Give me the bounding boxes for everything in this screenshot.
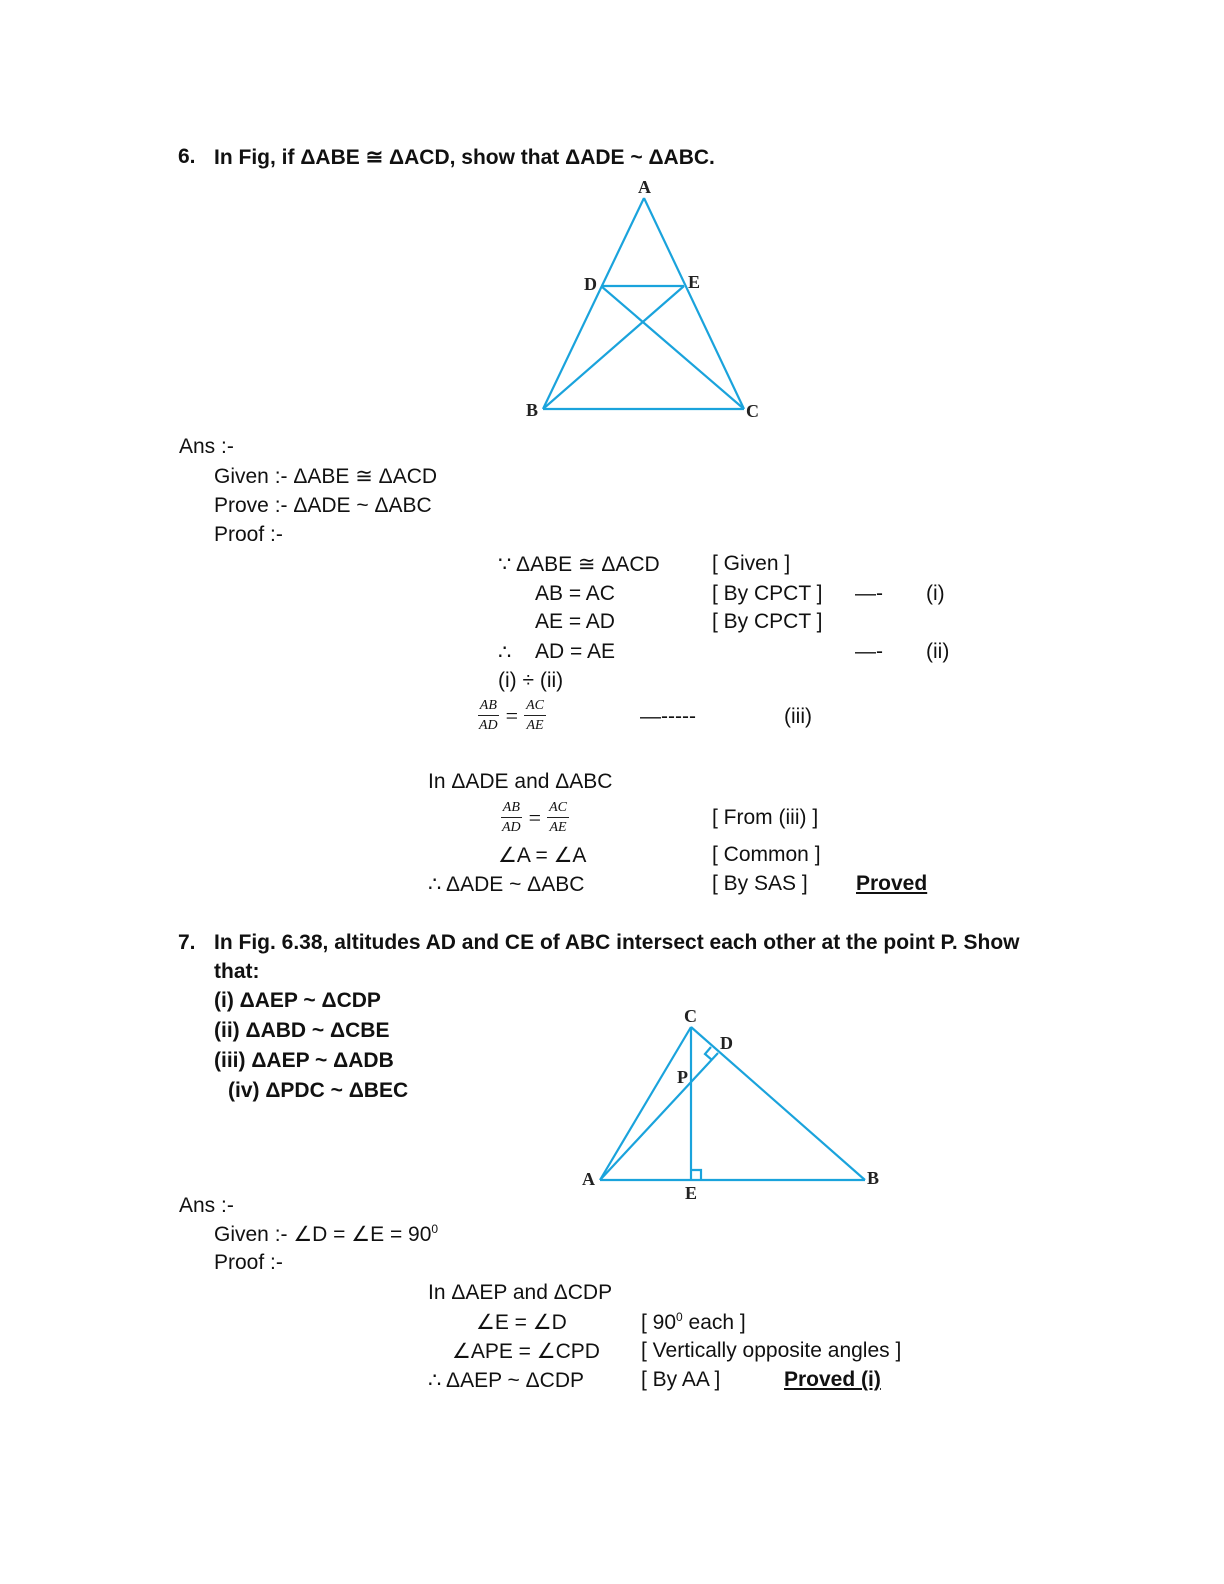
q7-step-2-reason: [ Vertically opposite angles ]: [641, 1339, 902, 1362]
numerator: AB: [478, 698, 499, 716]
q7-question-line1: In Fig. 6.38, altitudes AD and CE of ABC intersect each other at the point P. Show: [214, 931, 1020, 954]
q6-step-4-dash: —-: [855, 640, 883, 663]
denominator: AE: [549, 820, 567, 835]
reason-text: [ 90: [641, 1311, 677, 1334]
q7-proof-label: Proof :-: [214, 1251, 283, 1274]
equals-sign: =: [505, 703, 519, 728]
q6-step-1-stmt: ∵ ΔABE ≅ ΔACD: [498, 553, 660, 576]
denominator: AD: [479, 718, 498, 733]
q6-step-3-stmt: AE = AD: [535, 610, 615, 633]
fraction-ab-ad: [477, 698, 500, 734]
q6-step-2-stmt: AB = AC: [535, 582, 615, 605]
q6-in-triangles: In ΔADE and ΔABC: [428, 770, 613, 793]
q7-ans-label: Ans :-: [179, 1194, 234, 1217]
q6-prove: Prove :- ΔADE ~ ΔABC: [214, 494, 432, 517]
q6-ratio-equation: [477, 698, 546, 734]
q7-part-ii: (ii) ΔABD ~ ΔCBE: [214, 1019, 390, 1042]
q6-final-2-stmt: ∠A = ∠A: [498, 844, 587, 867]
q6-label-c: C: [746, 401, 759, 421]
q6-step-5-stmt: (i) ÷ (ii): [498, 669, 564, 692]
denominator: AD: [502, 820, 521, 835]
equals-sign: =: [528, 805, 542, 830]
q7-part-iv: (iv) ΔPDC ~ ΔBEC: [228, 1079, 409, 1102]
q7-number: 7.: [178, 931, 196, 954]
q7-given: [214, 1222, 438, 1247]
q6-final-3-reason: [ By SAS ]: [712, 872, 808, 895]
q7-label-b: B: [867, 1168, 880, 1188]
q7-step-2-stmt: ∠APE = ∠CPD: [452, 1340, 600, 1363]
q6-ans-label: Ans :-: [179, 435, 234, 458]
q6-ratio-equation-2: [500, 800, 569, 836]
q6-final-2-reason: [ Common ]: [712, 843, 821, 866]
q6-question: In Fig, if ΔABE ≅ ΔACD, show that ΔADE ~ ΔABC.: [214, 146, 715, 169]
q6-final-1-reason: [ From (iii) ]: [712, 806, 819, 829]
q6-label-e: E: [688, 272, 701, 292]
degree-superscript: 0: [431, 1222, 439, 1236]
numerator: AC: [547, 800, 569, 818]
q7-label-d: D: [720, 1033, 733, 1053]
q6-label-b: B: [526, 400, 539, 420]
q7-step-1-stmt: ∠E = ∠D: [476, 1311, 567, 1334]
numerator: AC: [524, 698, 546, 716]
q6-step-4-prefix: ∴: [498, 641, 512, 664]
q7-label-e: E: [685, 1183, 698, 1203]
q7-label-a: A: [582, 1169, 595, 1189]
q7-part-iii: (iii) ΔAEP ~ ΔADB: [214, 1049, 394, 1072]
degree-superscript: 0: [676, 1310, 683, 1324]
q6-step-2-reason: [ By CPCT ]: [712, 582, 823, 605]
q6-step-3-reason: [ By CPCT ]: [712, 610, 823, 633]
numerator: AB: [501, 800, 522, 818]
q6-step-1-reason: [ Given ]: [712, 552, 791, 575]
q6-step-2-dash: —-: [855, 582, 883, 605]
q6-ratio-dash: —-----: [640, 705, 696, 728]
q6-step-2-ref: (i): [926, 582, 945, 605]
q6-number: 6.: [178, 145, 196, 168]
q6-proof-label: Proof :-: [214, 523, 283, 546]
denominator: AE: [526, 718, 544, 733]
q6-step-4-stmt: AD = AE: [535, 640, 615, 663]
q6-label-a: A: [638, 177, 651, 197]
q7-step-3-reason: [ By AA ]: [641, 1368, 721, 1391]
fraction-ac-ae: [524, 698, 546, 734]
q7-part-i: (i) ΔAEP ~ ΔCDP: [214, 989, 381, 1012]
q6-step-4-ref: (ii): [926, 640, 950, 663]
q6-proved-label: Proved: [856, 872, 928, 895]
q7-in-triangles: In ΔAEP and ΔCDP: [428, 1281, 613, 1304]
q6-given: Given :- ΔABE ≅ ΔACD: [214, 465, 438, 488]
q7-label-c: C: [684, 1006, 697, 1026]
reason-text: each ]: [682, 1311, 746, 1334]
q6-label-d: D: [584, 274, 597, 294]
q6-final-3-stmt: ∴ ΔADE ~ ΔABC: [428, 873, 585, 896]
q7-proved-label: Proved (i): [784, 1368, 881, 1391]
fraction-ab-ad: [500, 800, 523, 836]
q7-step-3-stmt: ∴ ΔAEP ~ ΔCDP: [428, 1369, 585, 1392]
fraction-ac-ae: [547, 800, 569, 836]
q7-label-p: P: [677, 1067, 688, 1087]
q6-ratio-ref: (iii): [784, 705, 812, 728]
given-text: Given :- ∠D = ∠E = 90: [214, 1223, 432, 1246]
q7-step-1-reason: [641, 1310, 746, 1335]
q7-question-line2: that:: [214, 960, 260, 983]
